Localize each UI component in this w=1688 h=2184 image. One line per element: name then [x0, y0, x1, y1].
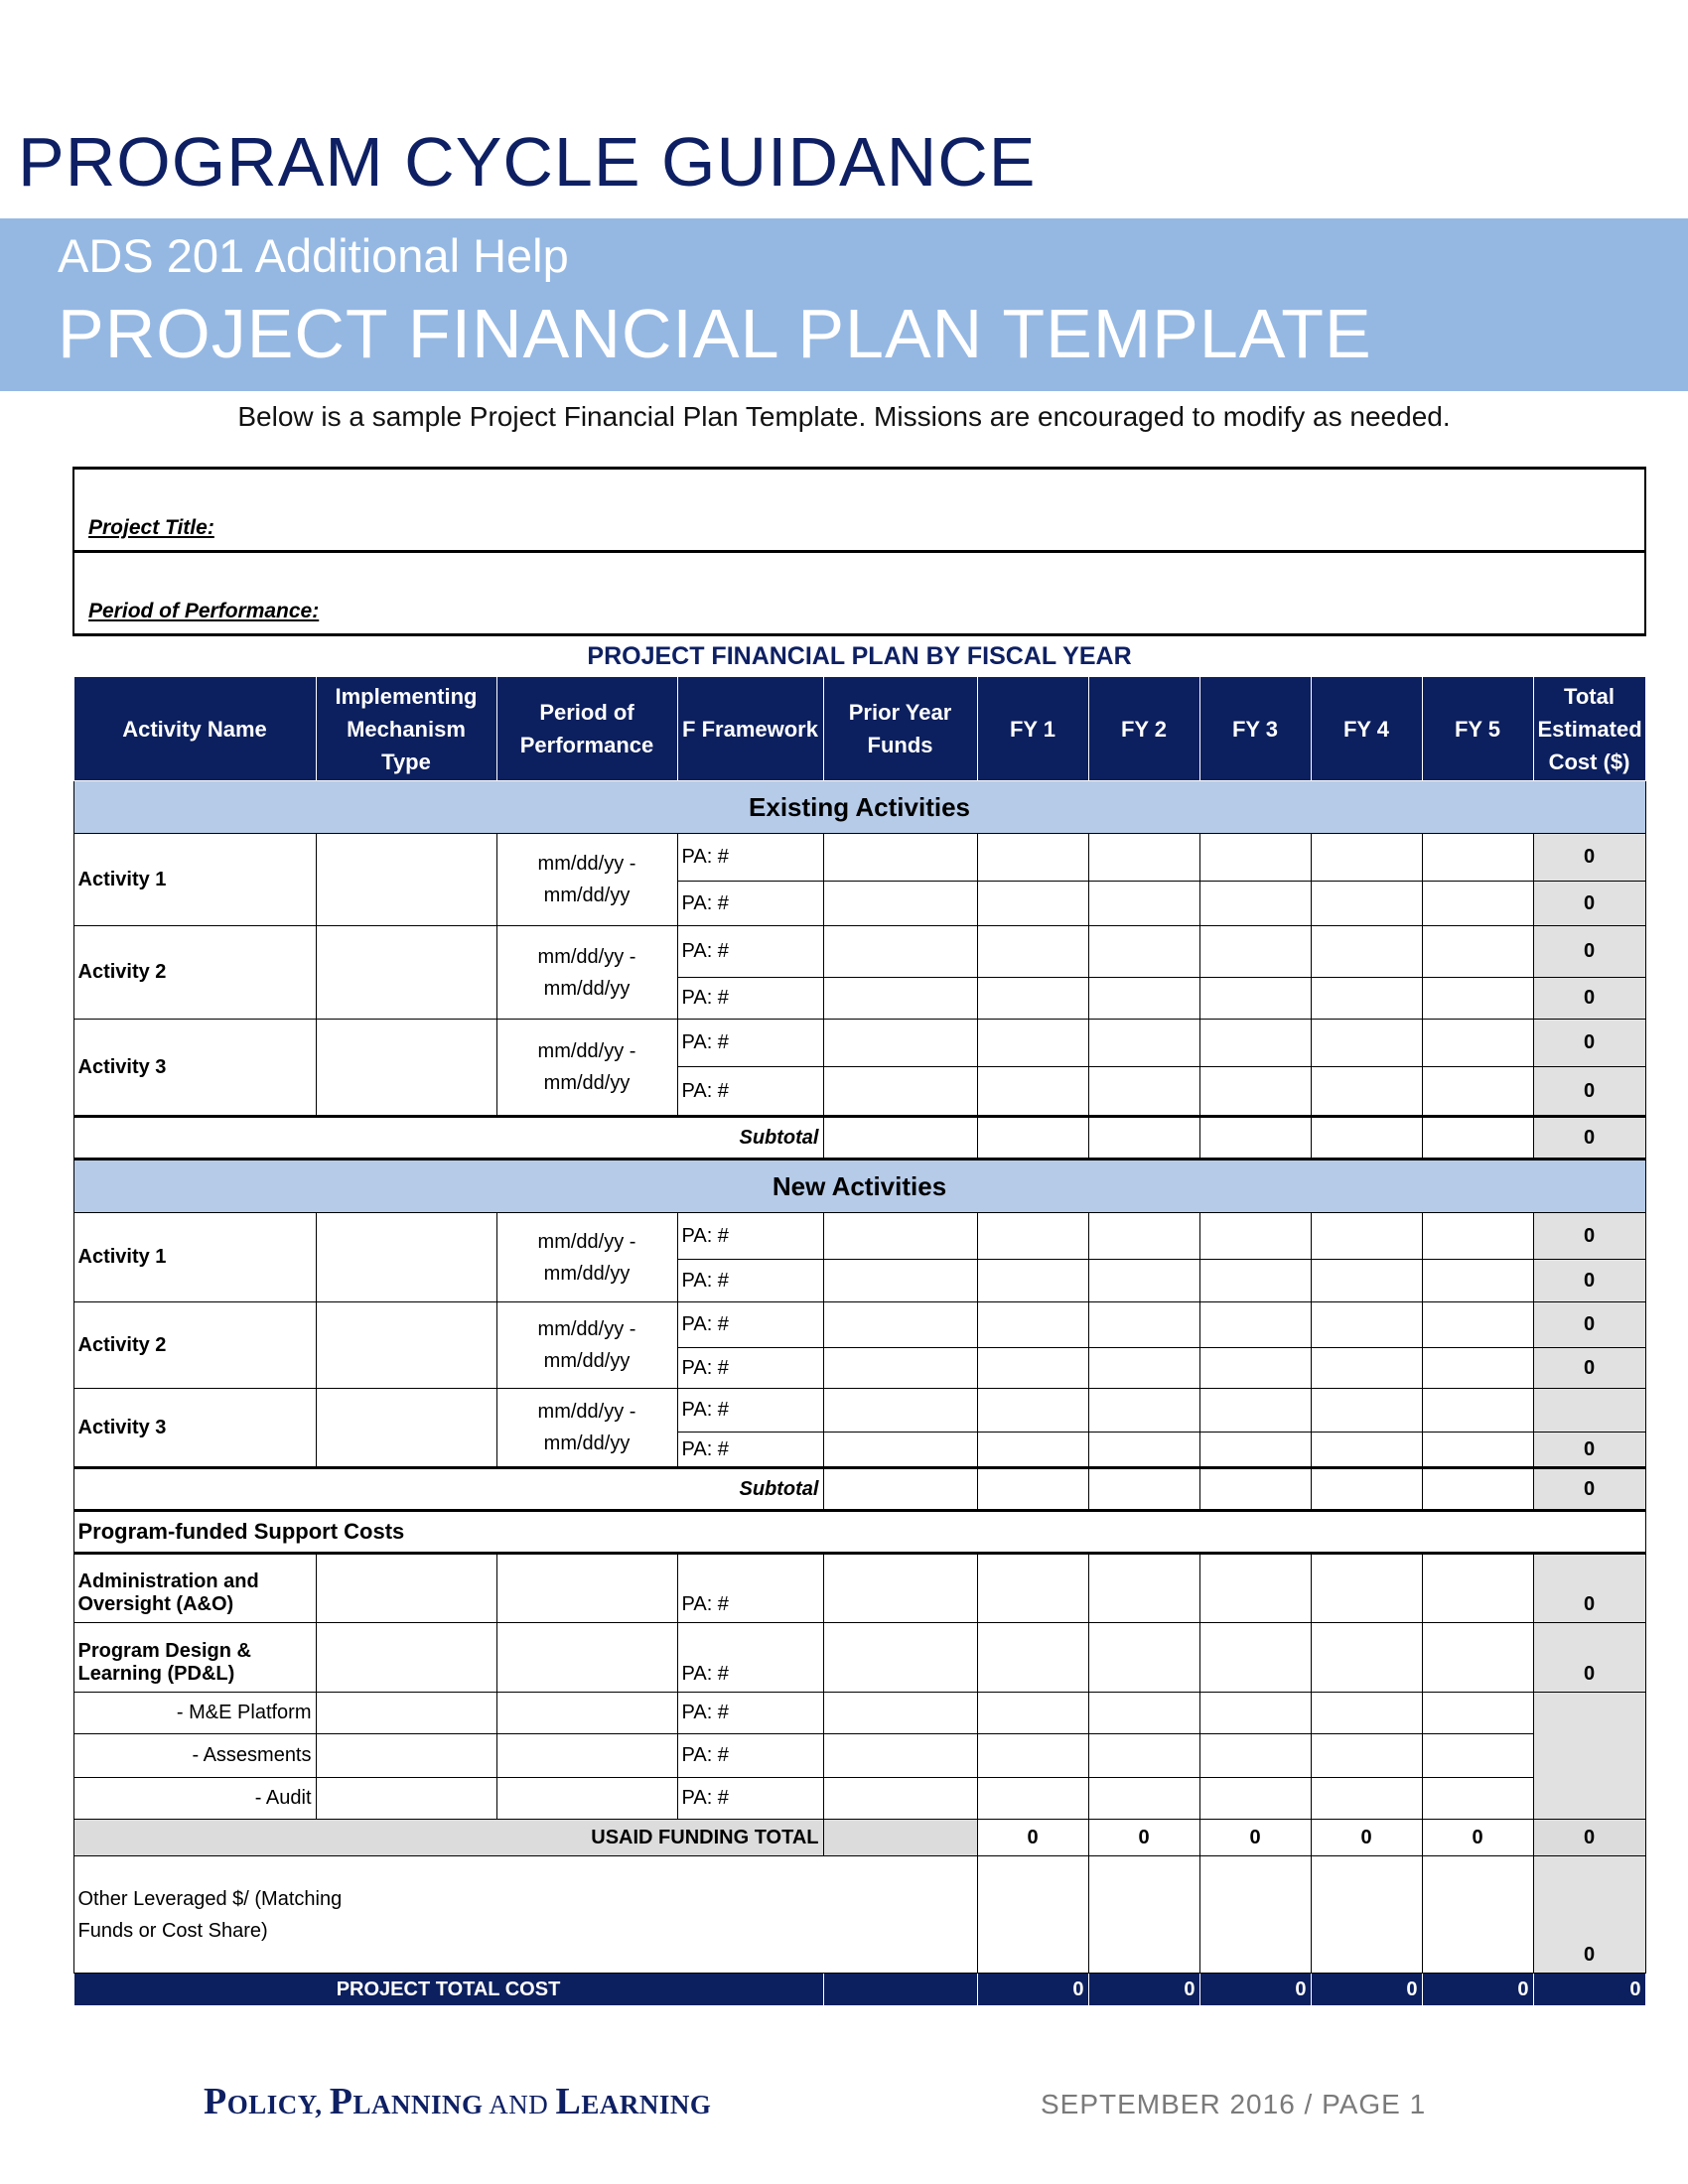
final-fy-total: 0: [1088, 1974, 1199, 2006]
prior-year-cell[interactable]: [823, 1623, 977, 1693]
fy-cell[interactable]: [1422, 1302, 1533, 1348]
fy-cell[interactable]: [1088, 1302, 1199, 1348]
fy-cell[interactable]: [1422, 1348, 1533, 1389]
fy-cell[interactable]: [1199, 1260, 1311, 1302]
total-cell: 0: [1533, 834, 1645, 882]
fy-cell[interactable]: [977, 1067, 1088, 1117]
usaid-fy-total: 0: [1199, 1820, 1311, 1856]
total-cell: 0: [1533, 882, 1645, 926]
mechanism-cell[interactable]: [316, 1213, 496, 1302]
fy-cell[interactable]: [977, 926, 1088, 978]
subtotal-cell: [823, 1468, 977, 1511]
fy-cell[interactable]: [1199, 1554, 1311, 1623]
fy-cell[interactable]: [1311, 1623, 1422, 1693]
final-prior-year: [823, 1974, 977, 2006]
mechanism-cell[interactable]: [316, 1693, 496, 1734]
usaid-grand-total: 0: [1533, 1820, 1645, 1856]
financial-plan-table: [72, 467, 1646, 2006]
prior-year-cell[interactable]: [823, 1433, 977, 1468]
prior-year-cell[interactable]: [823, 926, 977, 978]
fy-cell[interactable]: [1311, 1778, 1422, 1820]
fy-cell[interactable]: [1199, 1433, 1311, 1468]
plan-title: PROJECT FINANCIAL PLAN BY FISCAL YEAR: [587, 641, 1132, 670]
date-cell[interactable]: mm/dd/yy - mm/dd/yy: [496, 834, 677, 926]
fy-cell[interactable]: [1199, 1389, 1311, 1433]
total-cell: 0: [1533, 1213, 1645, 1260]
final-fy-total: 0: [977, 1974, 1088, 2006]
page-footer: SEPTEMBER 2016 / PAGE 1: [1041, 2089, 1427, 2119]
fy-cell[interactable]: [1311, 1389, 1422, 1433]
subtotal-cell: [1088, 1117, 1199, 1160]
fy-cell[interactable]: [1199, 1067, 1311, 1117]
date-cell[interactable]: mm/dd/yy - mm/dd/yy: [496, 1389, 677, 1468]
fy-cell[interactable]: [1088, 1778, 1199, 1820]
fy-cell[interactable]: [1199, 1778, 1311, 1820]
col-header: Total Estimated Cost ($): [1533, 677, 1645, 781]
prior-year-cell[interactable]: [823, 1693, 977, 1734]
date-cell[interactable]: [496, 1623, 677, 1693]
usaid-fy-total: 0: [977, 1820, 1088, 1856]
total-cell: 0: [1533, 1433, 1645, 1468]
fy-cell[interactable]: [1422, 1213, 1533, 1260]
fy-cell[interactable]: [1422, 1778, 1533, 1820]
project-title-label: Project Title:: [88, 516, 214, 539]
usaid-prior-year: [823, 1820, 977, 1856]
fy-cell[interactable]: [977, 1348, 1088, 1389]
fy-cell[interactable]: [1311, 1302, 1422, 1348]
mechanism-cell[interactable]: [316, 1302, 496, 1389]
prior-year-cell[interactable]: [823, 1067, 977, 1117]
audit-label: - Audit: [73, 1778, 316, 1820]
pa-cell[interactable]: PA: #: [677, 834, 823, 882]
fy-cell[interactable]: [1199, 1213, 1311, 1260]
fy-cell[interactable]: [1088, 1623, 1199, 1693]
fy-cell[interactable]: [977, 882, 1088, 926]
fy-cell[interactable]: [1311, 1856, 1422, 1974]
fy-cell[interactable]: [977, 1260, 1088, 1302]
fy-cell[interactable]: [1311, 1348, 1422, 1389]
subtotal-cell: [1311, 1117, 1422, 1160]
pa-cell[interactable]: PA: #: [677, 1260, 823, 1302]
fy-cell[interactable]: [1422, 1433, 1533, 1468]
fy-cell[interactable]: [1422, 1067, 1533, 1117]
fy-cell[interactable]: [1088, 1213, 1199, 1260]
fy-cell[interactable]: [977, 1778, 1088, 1820]
fy-cell[interactable]: [1088, 1020, 1199, 1067]
fy-cell[interactable]: [977, 1856, 1088, 1974]
pa-cell[interactable]: PA: #: [677, 1348, 823, 1389]
fy-cell[interactable]: [977, 1389, 1088, 1433]
prior-year-cell[interactable]: [823, 1260, 977, 1302]
project-title-field[interactable]: [73, 469, 1645, 552]
final-fy-total: 0: [1199, 1974, 1311, 2006]
prior-year-cell[interactable]: [823, 1302, 977, 1348]
fy-cell[interactable]: [1199, 1693, 1311, 1734]
fy-cell[interactable]: [977, 834, 1088, 882]
final-fy-total: 0: [1422, 1974, 1533, 2006]
col-header: Prior Year Funds: [823, 677, 977, 781]
fy-cell[interactable]: [1422, 882, 1533, 926]
total-cell: 0: [1533, 1302, 1645, 1348]
mechanism-cell[interactable]: [316, 1020, 496, 1117]
total-cell-empty: [1533, 1693, 1645, 1820]
fy-cell[interactable]: [977, 1554, 1088, 1623]
pa-cell[interactable]: PA: #: [677, 1020, 823, 1067]
fy-cell[interactable]: [1199, 978, 1311, 1020]
fy-cell[interactable]: [1088, 1260, 1199, 1302]
date-cell[interactable]: mm/dd/yy - mm/dd/yy: [496, 1302, 677, 1389]
subtotal-cell: [823, 1117, 977, 1160]
fy-cell[interactable]: [1088, 1067, 1199, 1117]
fy-cell[interactable]: [1199, 926, 1311, 978]
fy-cell[interactable]: [1199, 834, 1311, 882]
pa-cell[interactable]: PA: #: [677, 926, 823, 978]
final-fy-total: 0: [1311, 1974, 1422, 2006]
pa-cell[interactable]: PA: #: [677, 1433, 823, 1468]
total-cell: 0: [1533, 1623, 1645, 1693]
mechanism-cell[interactable]: [316, 1554, 496, 1623]
total-cell-empty: [1533, 1389, 1645, 1433]
subtotal-cell: [1088, 1468, 1199, 1511]
prior-year-cell[interactable]: [823, 1348, 977, 1389]
subtotal-cell: [1422, 1117, 1533, 1160]
fy-cell[interactable]: [1199, 1734, 1311, 1778]
mechanism-cell[interactable]: [316, 1734, 496, 1778]
fy-cell[interactable]: [1422, 1260, 1533, 1302]
fy-cell[interactable]: [1422, 1856, 1533, 1974]
total-cell: 0: [1533, 1348, 1645, 1389]
header-row: [73, 677, 1645, 781]
subtotal-cell: [1422, 1468, 1533, 1511]
pa-cell[interactable]: PA: #: [677, 1067, 823, 1117]
fy-cell[interactable]: [1422, 926, 1533, 978]
fy-cell[interactable]: [977, 1302, 1088, 1348]
fy-cell[interactable]: [1311, 978, 1422, 1020]
fy-cell[interactable]: [977, 1213, 1088, 1260]
fy-cell[interactable]: [1311, 1067, 1422, 1117]
mechanism-cell[interactable]: [316, 1389, 496, 1468]
fy-cell[interactable]: [1311, 1433, 1422, 1468]
prior-year-cell[interactable]: [823, 1554, 977, 1623]
project-total-label: PROJECT TOTAL COST: [73, 1974, 823, 2006]
activity-label: Activity 1: [73, 834, 316, 926]
col-header: FY 1: [977, 677, 1088, 781]
fy-cell[interactable]: [977, 1433, 1088, 1468]
document-title: PROGRAM CYCLE GUIDANCE: [18, 123, 1037, 201]
subtotal-label: Subtotal: [73, 1468, 823, 1511]
fy-cell[interactable]: [1088, 882, 1199, 926]
fy-cell[interactable]: [1199, 1020, 1311, 1067]
fy-cell[interactable]: [1199, 1348, 1311, 1389]
date-cell[interactable]: mm/dd/yy - mm/dd/yy: [496, 1213, 677, 1302]
pa-cell[interactable]: PA: #: [677, 1734, 823, 1778]
ppl-logo: POLICY, PLANNING AND LEARNING: [204, 2081, 712, 2122]
pa-cell[interactable]: PA: #: [677, 1778, 823, 1820]
fy-cell[interactable]: [1088, 1389, 1199, 1433]
mechanism-cell[interactable]: [316, 834, 496, 926]
date-cell[interactable]: [496, 1554, 677, 1623]
usaid-fy-total: 0: [1422, 1820, 1533, 1856]
prior-year-cell[interactable]: [823, 1734, 977, 1778]
pdl-label: Program Design & Learning (PD&L): [73, 1623, 316, 1693]
banner-subtitle: ADS 201 Additional Help: [58, 229, 569, 282]
final-grand-total: 0: [1533, 1974, 1645, 2006]
pa-cell[interactable]: PA: #: [677, 1693, 823, 1734]
intro-text: Below is a sample Project Financial Plan Template. Missions are encouraged to modify as needed.: [237, 401, 1451, 432]
total-cell: 0: [1533, 1856, 1645, 1974]
assess-label: - Assesments: [73, 1734, 316, 1778]
fy-cell[interactable]: [977, 978, 1088, 1020]
date-cell[interactable]: [496, 1734, 677, 1778]
fy-cell[interactable]: [1088, 1693, 1199, 1734]
fy-cell[interactable]: [1422, 978, 1533, 1020]
pa-cell[interactable]: PA: #: [677, 1302, 823, 1348]
pa-cell[interactable]: PA: #: [677, 1389, 823, 1433]
fy-cell[interactable]: [1422, 1693, 1533, 1734]
total-cell: 0: [1533, 1020, 1645, 1067]
prior-year-cell[interactable]: [823, 1213, 977, 1260]
pa-cell[interactable]: PA: #: [677, 1213, 823, 1260]
total-cell: 0: [1533, 1260, 1645, 1302]
col-header: FY 2: [1088, 677, 1199, 781]
subtotal-cell: [977, 1117, 1088, 1160]
fy-cell[interactable]: [1422, 1389, 1533, 1433]
mechanism-cell[interactable]: [316, 1623, 496, 1693]
subtotal-total: 0: [1533, 1468, 1645, 1511]
total-cell: 0: [1533, 1067, 1645, 1117]
section-existing: Existing Activities: [73, 781, 1645, 834]
fy-cell[interactable]: [1311, 1734, 1422, 1778]
prior-year-cell[interactable]: [823, 978, 977, 1020]
pa-cell[interactable]: PA: #: [677, 1623, 823, 1693]
fy-cell[interactable]: [1311, 1213, 1422, 1260]
fy-cell[interactable]: [1088, 1433, 1199, 1468]
prior-year-cell[interactable]: [823, 1020, 977, 1067]
fy-cell[interactable]: [977, 1623, 1088, 1693]
banner-title: PROJECT FINANCIAL PLAN TEMPLATE: [58, 295, 1372, 372]
fy-cell[interactable]: [1199, 1856, 1311, 1974]
mechanism-cell[interactable]: [316, 926, 496, 1020]
usaid-fy-total: 0: [1088, 1820, 1199, 1856]
fy-cell[interactable]: [977, 1734, 1088, 1778]
fy-cell[interactable]: [1088, 1734, 1199, 1778]
total-cell: 0: [1533, 978, 1645, 1020]
fy-cell[interactable]: [1422, 1623, 1533, 1693]
period-field[interactable]: [73, 552, 1645, 635]
date-cell[interactable]: [496, 1693, 677, 1734]
col-header: FY 4: [1311, 677, 1422, 781]
fy-cell[interactable]: [1199, 882, 1311, 926]
fy-cell[interactable]: [1311, 1693, 1422, 1734]
pa-cell[interactable]: PA: #: [677, 882, 823, 926]
fy-cell[interactable]: [1311, 834, 1422, 882]
subtotal-cell: [977, 1468, 1088, 1511]
subtotal-cell: [1199, 1117, 1311, 1160]
activity-label: Activity 2: [73, 1302, 316, 1389]
fy-cell[interactable]: [1422, 1020, 1533, 1067]
title-banner: [0, 218, 1688, 391]
activity-label: Activity 1: [73, 1213, 316, 1302]
fy-cell[interactable]: [977, 1020, 1088, 1067]
subtotal-label: Subtotal: [73, 1117, 823, 1160]
prior-year-cell[interactable]: [823, 882, 977, 926]
fy-cell[interactable]: [1088, 1348, 1199, 1389]
fy-cell[interactable]: [1088, 1554, 1199, 1623]
me-label: - M&E Platform: [73, 1693, 316, 1734]
fy-cell[interactable]: [1199, 1623, 1311, 1693]
fy-cell[interactable]: [1422, 1554, 1533, 1623]
fy-cell[interactable]: [1199, 1302, 1311, 1348]
period-label: Period of Performance:: [88, 600, 320, 622]
fy-cell[interactable]: [1422, 834, 1533, 882]
total-cell: 0: [1533, 1554, 1645, 1623]
col-header: FY 3: [1199, 677, 1311, 781]
pa-cell[interactable]: PA: #: [677, 978, 823, 1020]
fy-cell[interactable]: [1088, 926, 1199, 978]
fy-cell[interactable]: [1311, 1020, 1422, 1067]
section-new: New Activities: [73, 1160, 1645, 1213]
fy-cell[interactable]: [1088, 1856, 1199, 1974]
total-cell: 0: [1533, 926, 1645, 978]
date-cell[interactable]: [496, 1778, 677, 1820]
activity-label: Activity 3: [73, 1389, 316, 1468]
activity-label: Activity 2: [73, 926, 316, 1020]
fy-cell[interactable]: [1422, 1734, 1533, 1778]
prior-year-cell[interactable]: [823, 1778, 977, 1820]
date-cell[interactable]: mm/dd/yy - mm/dd/yy: [496, 1020, 677, 1117]
col-header: Implementing Mechanism Type: [316, 677, 496, 781]
prior-year-cell[interactable]: [823, 834, 977, 882]
subtotal-cell: [1311, 1468, 1422, 1511]
subtotal-cell: [1199, 1468, 1311, 1511]
date-cell[interactable]: mm/dd/yy - mm/dd/yy: [496, 926, 677, 1020]
fy-cell[interactable]: [1311, 882, 1422, 926]
fy-cell[interactable]: [1088, 978, 1199, 1020]
subtotal-total: 0: [1533, 1117, 1645, 1160]
fy-cell[interactable]: [1311, 1260, 1422, 1302]
col-header: FY 5: [1422, 677, 1533, 781]
leveraged-label: Other Leveraged $/ (Matching Funds or Cost Share): [73, 1856, 977, 1974]
fy-cell[interactable]: [1088, 834, 1199, 882]
support-title: Program-funded Support Costs: [73, 1511, 1645, 1554]
col-header: F Framework: [677, 677, 823, 781]
usaid-total-label: USAID FUNDING TOTAL: [73, 1820, 823, 1856]
usaid-fy-total: 0: [1311, 1820, 1422, 1856]
mechanism-cell[interactable]: [316, 1778, 496, 1820]
col-header: Activity Name: [73, 677, 316, 781]
activity-label: Activity 3: [73, 1020, 316, 1117]
col-header: Period of Performance: [496, 677, 677, 781]
prior-year-cell[interactable]: [823, 1389, 977, 1433]
ao-label: Administration and Oversight (A&O): [73, 1554, 316, 1623]
pa-cell[interactable]: PA: #: [677, 1554, 823, 1623]
fy-cell[interactable]: [977, 1693, 1088, 1734]
fy-cell[interactable]: [1311, 1554, 1422, 1623]
fy-cell[interactable]: [1311, 926, 1422, 978]
